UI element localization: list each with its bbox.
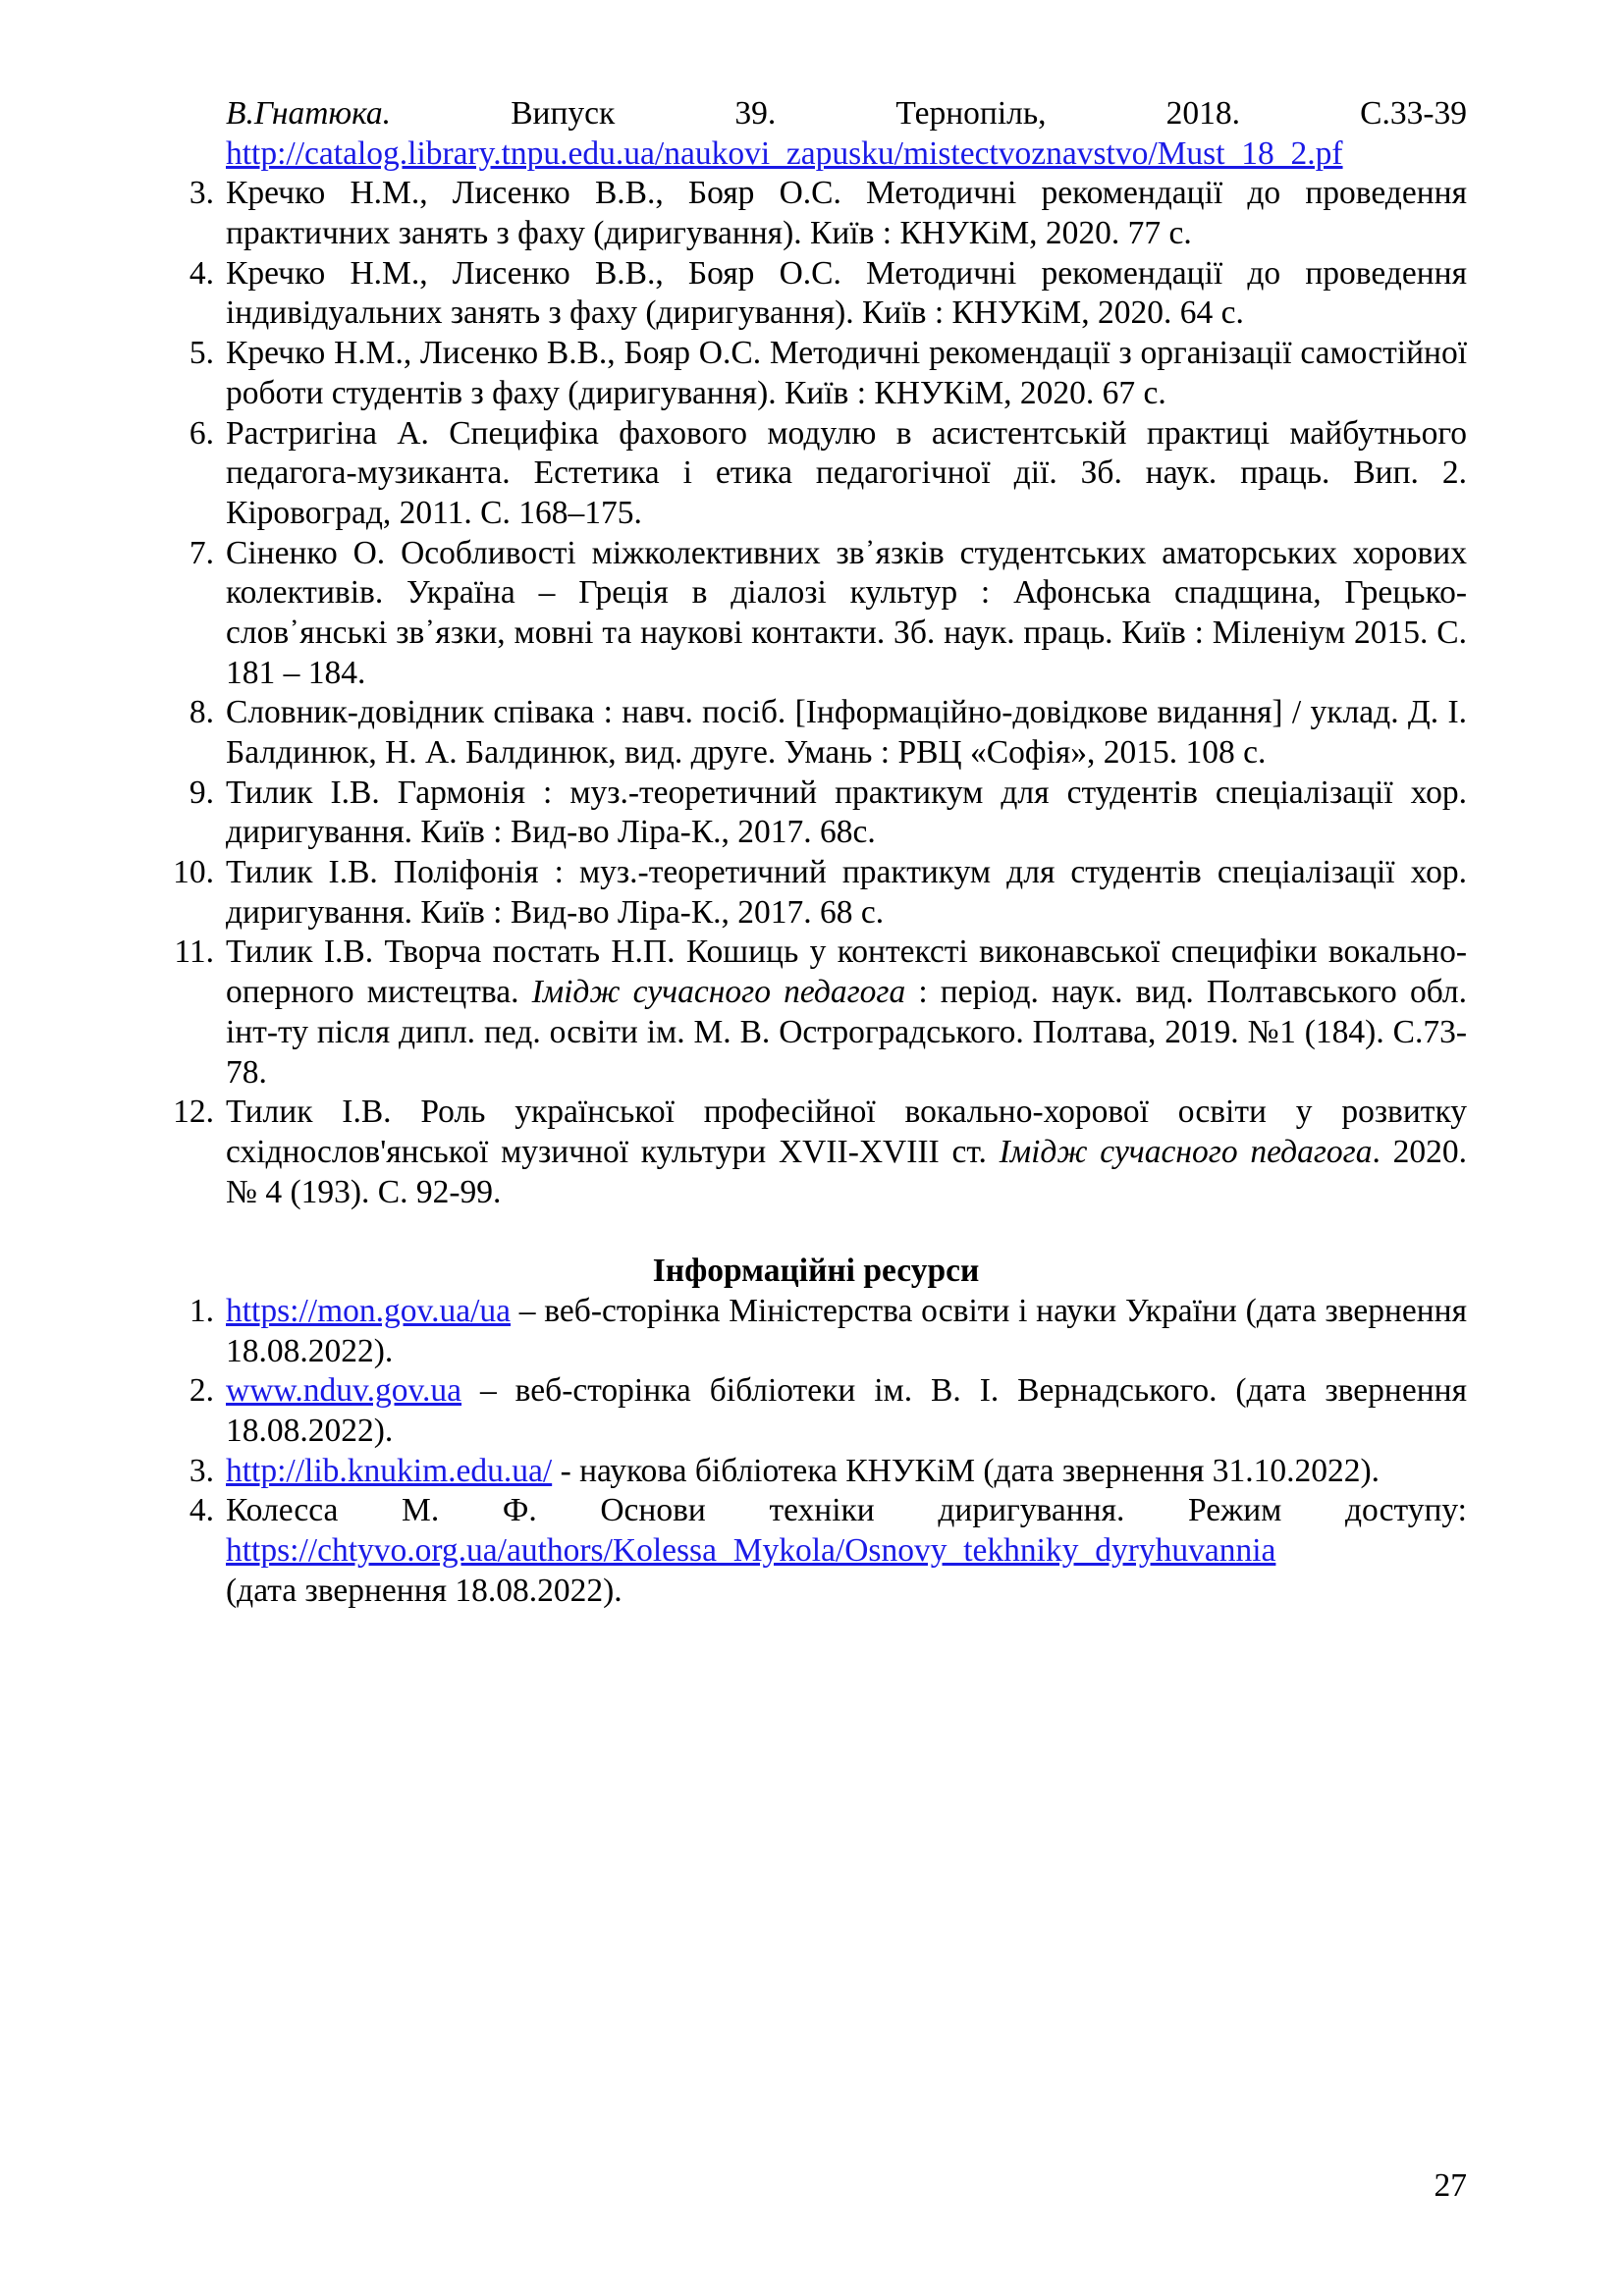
chtyvo-link-line [226,1531,1467,1572]
reference-number: 10. [173,854,214,891]
reference-number: 11. [174,934,214,971]
reference-item-8 [165,693,1467,773]
continued-reference-url-line [226,134,1467,175]
resources-list [165,1292,1467,1612]
resource-item-4 [165,1491,1467,1611]
reference-item-10 [165,853,1467,933]
reference-item-3 [165,174,1467,253]
lib-knukim-edu-ua-link[interactable]: http://lib.knukim.edu.ua/ [226,1452,553,1489]
reference-text-italic: Імідж сучасного педагога [531,974,906,1011]
resource-number: 4. [189,1492,214,1529]
reference-text: Сіненко О. Особливості міжколективних зв᾽язків студентських аматорських хорових колективів. Україна – Греція в діалозі культур : Афонська спадщина, Грецько-слов᾽янські зв᾽язки, мовні та наукові контакти. Зб. наук. праць. Київ : Міленіум 2015. С. 181 – 184. [226,534,1467,691]
continued-reference [165,94,1467,174]
continued-reference-rest: Випуск 39. Тернопіль, 2018. С.33-39 [511,95,1468,132]
resource-description: - наукова бібліотека КНУКіМ (дата звернення 31.10.2022). [552,1452,1380,1489]
resources-section-title: Інформаційні ресурси [652,1253,980,1290]
resource-description: – веб-сторінка Міністерства освіти і науки України (дата звернення 18.08.2022). [226,1292,1467,1369]
resource-description: – веб-сторінка бібліотеки ім. В. І. Вернадського. (дата звернення 18.08.2022). [226,1372,1467,1449]
continued-reference-line [226,94,1467,134]
resource-text [226,1452,1467,1492]
reference-text [226,1093,1467,1212]
reference-number: 6. [189,414,214,452]
continued-reference-author: В.Гнатюка. [226,95,392,132]
resource-item-1 [165,1292,1467,1371]
reference-text: Кречко Н.М., Лисенко В.В., Бояр О.С. Методичні рекомендації з організації самостійної роботи студентів з фаху (диригування). Київ : КНУКіМ, 2020. 67 с. [226,335,1467,411]
resource-number: 2. [189,1372,214,1410]
reference-text: Тилик І.В. Гармонія : муз.-теоретичний практикум для студентів спеціалізації хор. диригування. Київ : Вид-во Ліра-К., 2017. 68с. [226,774,1467,851]
document-body [165,94,1467,1611]
resource-description-before: Колесса М. Ф. Основи техніки диригування. Режим доступу: [226,1492,1467,1529]
reference-text-part-2: . 2020. № 4 (193). С. 92-99. [226,1133,1467,1210]
reference-item-11 [165,933,1467,1093]
reference-item-12 [165,1093,1467,1212]
reference-number: 7. [189,534,214,571]
resource-number: 3. [189,1452,214,1489]
resource-description-after: (дата звернення 18.08.2022). [226,1572,623,1609]
reference-number: 12. [173,1094,214,1131]
reference-text [226,933,1467,1093]
page-number: 27 [1434,2166,1467,2204]
reference-number: 3. [189,175,214,212]
reference-text-part-1: Тилик І.В. Творча постать Н.П. Кошиць у контексті виконавської специфіки вокально-оперного мистецтва. [226,934,1467,1011]
references-list [165,174,1467,1212]
nduv-gov-ua-link[interactable]: www.nduv.gov.ua [226,1372,462,1410]
reference-text: Тилик І.В. Поліфонія : муз.-теоретичний практикум для студентів спеціалізації хор. диригування. Київ : Вид-во Ліра-К., 2017. 68 с. [226,854,1467,931]
reference-number: 8. [189,694,214,731]
reference-number: 9. [189,774,214,811]
resource-item-2 [165,1371,1467,1451]
resource-text [226,1371,1467,1451]
reference-number: 5. [189,335,214,372]
section-spacer [165,1212,1467,1252]
reference-item-7 [165,534,1467,694]
reference-item-5 [165,334,1467,413]
resource-text [226,1491,1467,1611]
reference-text: Кречко Н.М., Лисенко В.В., Бояр О.С. Методичні рекомендації до проведення практичних занять з фаху (диригування). Київ : КНУКіМ, 2020. 77 с. [226,175,1467,252]
reference-text-part-1: Тилик І.В. Роль української професійної вокально-хорової освіти у розвитку східнослов'янської музичної культури XVII-XVIII ст. [226,1094,1467,1170]
resource-item-3 [165,1452,1467,1492]
mon-gov-ua-link[interactable]: https://mon.gov.ua/ua [226,1292,512,1329]
reference-text-part-2: : період. наук. вид. Полтавського обл. інт-ту після дипл. пед. освіти ім. М. В. Остроградського. Полтава, 2019. №1 (184). С.73-78. [226,974,1467,1091]
reference-item-9 [165,774,1467,853]
reference-text: Словник-довідник співака : навч. посіб. [Інформаційно-довідкове видання] / уклад. Д. І. Балдинюк, Н. А. Балдинюк, вид. друге. Умань : РВЦ «Софія», 2015. 108 с. [226,694,1467,771]
chtyvo-org-ua-link[interactable]: https://chtyvo.org.ua/authors/Kolessa_Mykola/Osnovy_tekhniky_dyryhuvannia [226,1532,1276,1570]
reference-text: Растригіна А. Специфіка фахового модулю в асистентській практиці майбутнього педагога-музиканта. Естетика і етика педагогічної дії. Зб. наук. праць. Вип. 2. Кіровоград, 2011. С. 168–175. [226,414,1467,531]
reference-text-italic: Імідж сучасного педагога [999,1133,1373,1170]
catalog-library-tnpu-link[interactable]: http://catalog.library.tnpu.edu.ua/naukovi_zapusku/mistectvoznavstvo/Must_18_2.pf [226,134,1343,172]
reference-item-4 [165,254,1467,334]
resource-text [226,1292,1467,1371]
reference-number: 4. [189,254,214,292]
resource-number: 1. [189,1292,214,1329]
reference-text: Кречко Н.М., Лисенко В.В., Бояр О.С. Методичні рекомендації до проведення індивідуальних занять з фаху (диригування). Київ : КНУКіМ, 2020. 64 с. [226,254,1467,332]
reference-item-6 [165,414,1467,534]
